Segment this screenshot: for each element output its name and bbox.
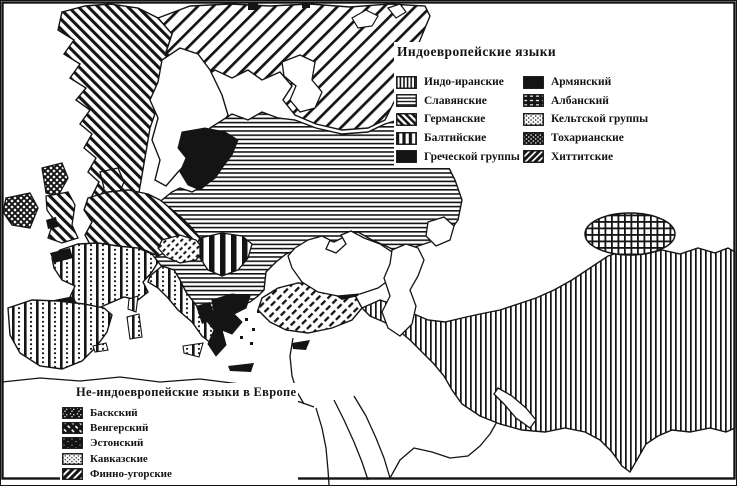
- legend-item-fug-4: [62, 467, 296, 482]
- legend-item-label: Баскский: [90, 406, 138, 419]
- legend-item-dashblack-1: [523, 92, 648, 111]
- legend-non-indo-european-title: Не-индоевропейские языки в Европе: [76, 385, 297, 399]
- legend-item-label: Венгерский: [90, 422, 149, 435]
- island-corsica: [128, 296, 138, 312]
- legend-item-label: Кавказские: [90, 452, 148, 465]
- legend-item-label: Славянские: [424, 94, 487, 107]
- legend-item-esto-2: [62, 436, 296, 451]
- legend-item-label: Греческой группы: [424, 150, 520, 163]
- solid-pattern-swatch: [523, 76, 544, 89]
- legend-item-diagbold-2: [396, 110, 523, 129]
- dots-pattern-swatch: [523, 113, 544, 126]
- legend-item-hstripes-1: [396, 92, 523, 111]
- basque-pattern-swatch: [62, 407, 83, 419]
- hung-pattern-swatch: [62, 422, 83, 434]
- legend-indo-european-title: Индоевропейские языки: [397, 44, 557, 59]
- diagbold-pattern-swatch: [396, 113, 417, 126]
- legend-item-stipple-3: [62, 451, 296, 466]
- legend-item-vbars-3: [396, 129, 523, 148]
- legend-item-label: Германские: [424, 113, 486, 126]
- legend-item-dots-2: [523, 110, 648, 129]
- legend-item-diagblack-4: [523, 147, 648, 166]
- dotsblack-pattern-swatch: [523, 132, 544, 145]
- legend-item-label: Армянский: [551, 76, 612, 89]
- legend-item-hung-1: [62, 420, 296, 435]
- legend-item-label: Тохарианские: [551, 132, 624, 145]
- solid-pattern-swatch: [396, 150, 417, 163]
- dashblack-pattern-swatch: [523, 94, 544, 107]
- legend-indo-european: [394, 42, 732, 168]
- legend-item-dotsblack-3: [523, 129, 648, 148]
- esto-pattern-swatch: [62, 437, 83, 449]
- vbars-pattern-swatch: [396, 132, 417, 145]
- legend-non-indo-european-items: [62, 405, 296, 482]
- legend-item-label: Хиттитские: [551, 150, 614, 163]
- legend-item-basque-0: [62, 405, 296, 420]
- hstripes-pattern-swatch: [396, 94, 417, 107]
- legend-item-solid-0: [523, 73, 648, 92]
- fug-pattern-swatch: [62, 468, 83, 480]
- legend-item-label: Индо-иранские: [424, 76, 504, 89]
- legend-item-label: Кельтской группы: [551, 113, 649, 126]
- vstripes-pattern-swatch: [396, 76, 417, 89]
- legend-non-indo-european: [60, 383, 298, 484]
- legend-indo-european-column1: [396, 73, 523, 166]
- island-sardinia: [127, 314, 142, 339]
- region-tocharian-oval: [585, 213, 675, 255]
- legend-item-label: Балтийские: [424, 132, 487, 145]
- legend-item-solid-4: [396, 147, 523, 166]
- diagblack-pattern-swatch: [523, 150, 544, 163]
- legend-indo-european-column2: [523, 73, 648, 166]
- stipple-pattern-swatch: [62, 453, 83, 465]
- legend-item-vstripes-0: [396, 73, 523, 92]
- legend-item-label: Финно-угорские: [90, 468, 172, 481]
- legend-item-label: Эстонский: [90, 437, 144, 450]
- legend-item-label: Албанский: [551, 94, 609, 107]
